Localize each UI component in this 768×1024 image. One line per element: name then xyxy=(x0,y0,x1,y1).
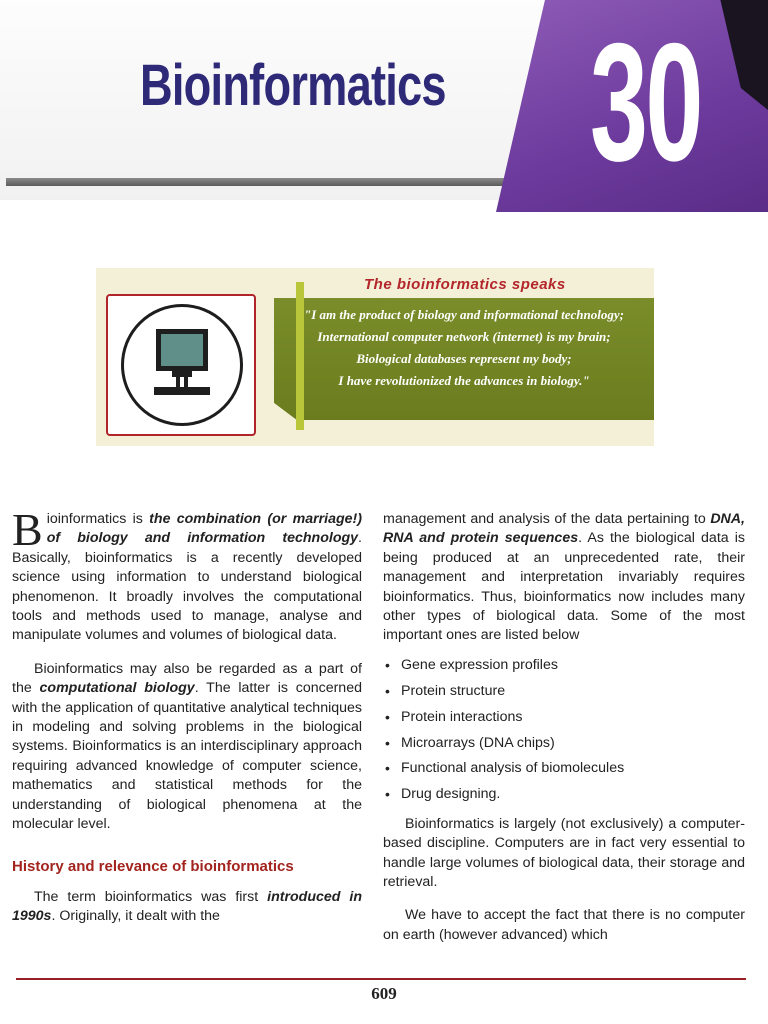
body-paragraph xyxy=(12,660,362,835)
chapter-number: 30 xyxy=(590,8,701,196)
bullet-list xyxy=(383,656,745,805)
chapter-title: Bioinformatics xyxy=(140,53,446,118)
list-item: • Drug designing. xyxy=(383,785,745,804)
section-heading: History and relevance of bioinformatics xyxy=(12,857,294,875)
text-run: Bioinformatics may also be regarded as a part of the xyxy=(12,660,362,697)
intro-paragraph xyxy=(12,504,362,646)
header-rule xyxy=(6,178,566,186)
text-run: . Originally, it dealt with the xyxy=(51,908,220,925)
footer-rule xyxy=(16,978,746,980)
emphasis-text: computational biology xyxy=(39,680,195,697)
right-column xyxy=(383,510,745,959)
quote-line: "I am the product of biology and informational technology; xyxy=(304,307,624,322)
drop-cap: B xyxy=(12,504,43,555)
body-paragraph xyxy=(12,888,362,927)
callout-heading: The bioinformatics speaks xyxy=(364,276,566,293)
quote-line: International computer network (internet) is my brain; xyxy=(317,329,611,344)
text-run: The term bioinformatics was first xyxy=(34,888,268,905)
callout-box xyxy=(96,268,654,446)
computer-icon xyxy=(121,304,243,426)
emphasis-text: DNA, RNA and protein sequences xyxy=(383,511,745,547)
quote-line: Biological databases represent my body; xyxy=(356,351,572,366)
list-item: • Microarrays (DNA chips) xyxy=(383,734,745,753)
text-run: . As the biological data is being produced at an unprecedented rate, their management and interpretation invariably requires bioinformatics. Thus, bioinformatics now includes many other types of biological data. Some of the most important ones are listed below xyxy=(383,530,745,644)
computer-icon-graphic xyxy=(124,307,240,423)
list-item: • Protein interactions xyxy=(383,708,745,727)
body-paragraph xyxy=(383,510,745,646)
text-run: ioinformatics is xyxy=(46,511,150,527)
text-run: . Basically, bioinformatics is a recently developed science using information to understand biological phenomenon. It broadly involves the computational tools and methods used to manage, analyse and manipulate volumes and volumes of biological data. xyxy=(12,530,362,644)
quote-line: I have revolutionized the advances in biology." xyxy=(338,373,590,388)
body-paragraph: Bioinformatics is largely (not exclusively) a computer-based discipline. Computers are in fact very essential to handle large volumes of biological data, their storage and retrieval. xyxy=(383,815,745,890)
list-item: • Gene expression profiles xyxy=(383,656,745,675)
page-number: 609 xyxy=(371,984,397,1003)
emphasis-text: introduced in 1990s xyxy=(12,888,362,925)
list-item: • Protein structure xyxy=(383,682,745,701)
emphasis-text: the combination (or marriage!) of biology and information technology xyxy=(46,511,362,547)
left-column xyxy=(12,504,362,941)
body-paragraph: We have to accept the fact that there is no computer on earth (however advanced) which xyxy=(383,907,745,943)
text-run: management and analysis of the data pertaining to xyxy=(383,511,711,527)
callout-icon-frame xyxy=(106,294,256,436)
text-run: . The latter is concerned with the application of quantitative analytical techniques in modeling and solving problems in the biological systems. Bioinformatics is an interdisciplinary approach requiring advanced knowledge of computer science, mathematics and statistical methods for the understanding of biological phenomena at the molecular level. xyxy=(12,680,362,833)
callout-quote xyxy=(274,304,654,392)
list-item: • Functional analysis of biomolecules xyxy=(383,759,745,778)
